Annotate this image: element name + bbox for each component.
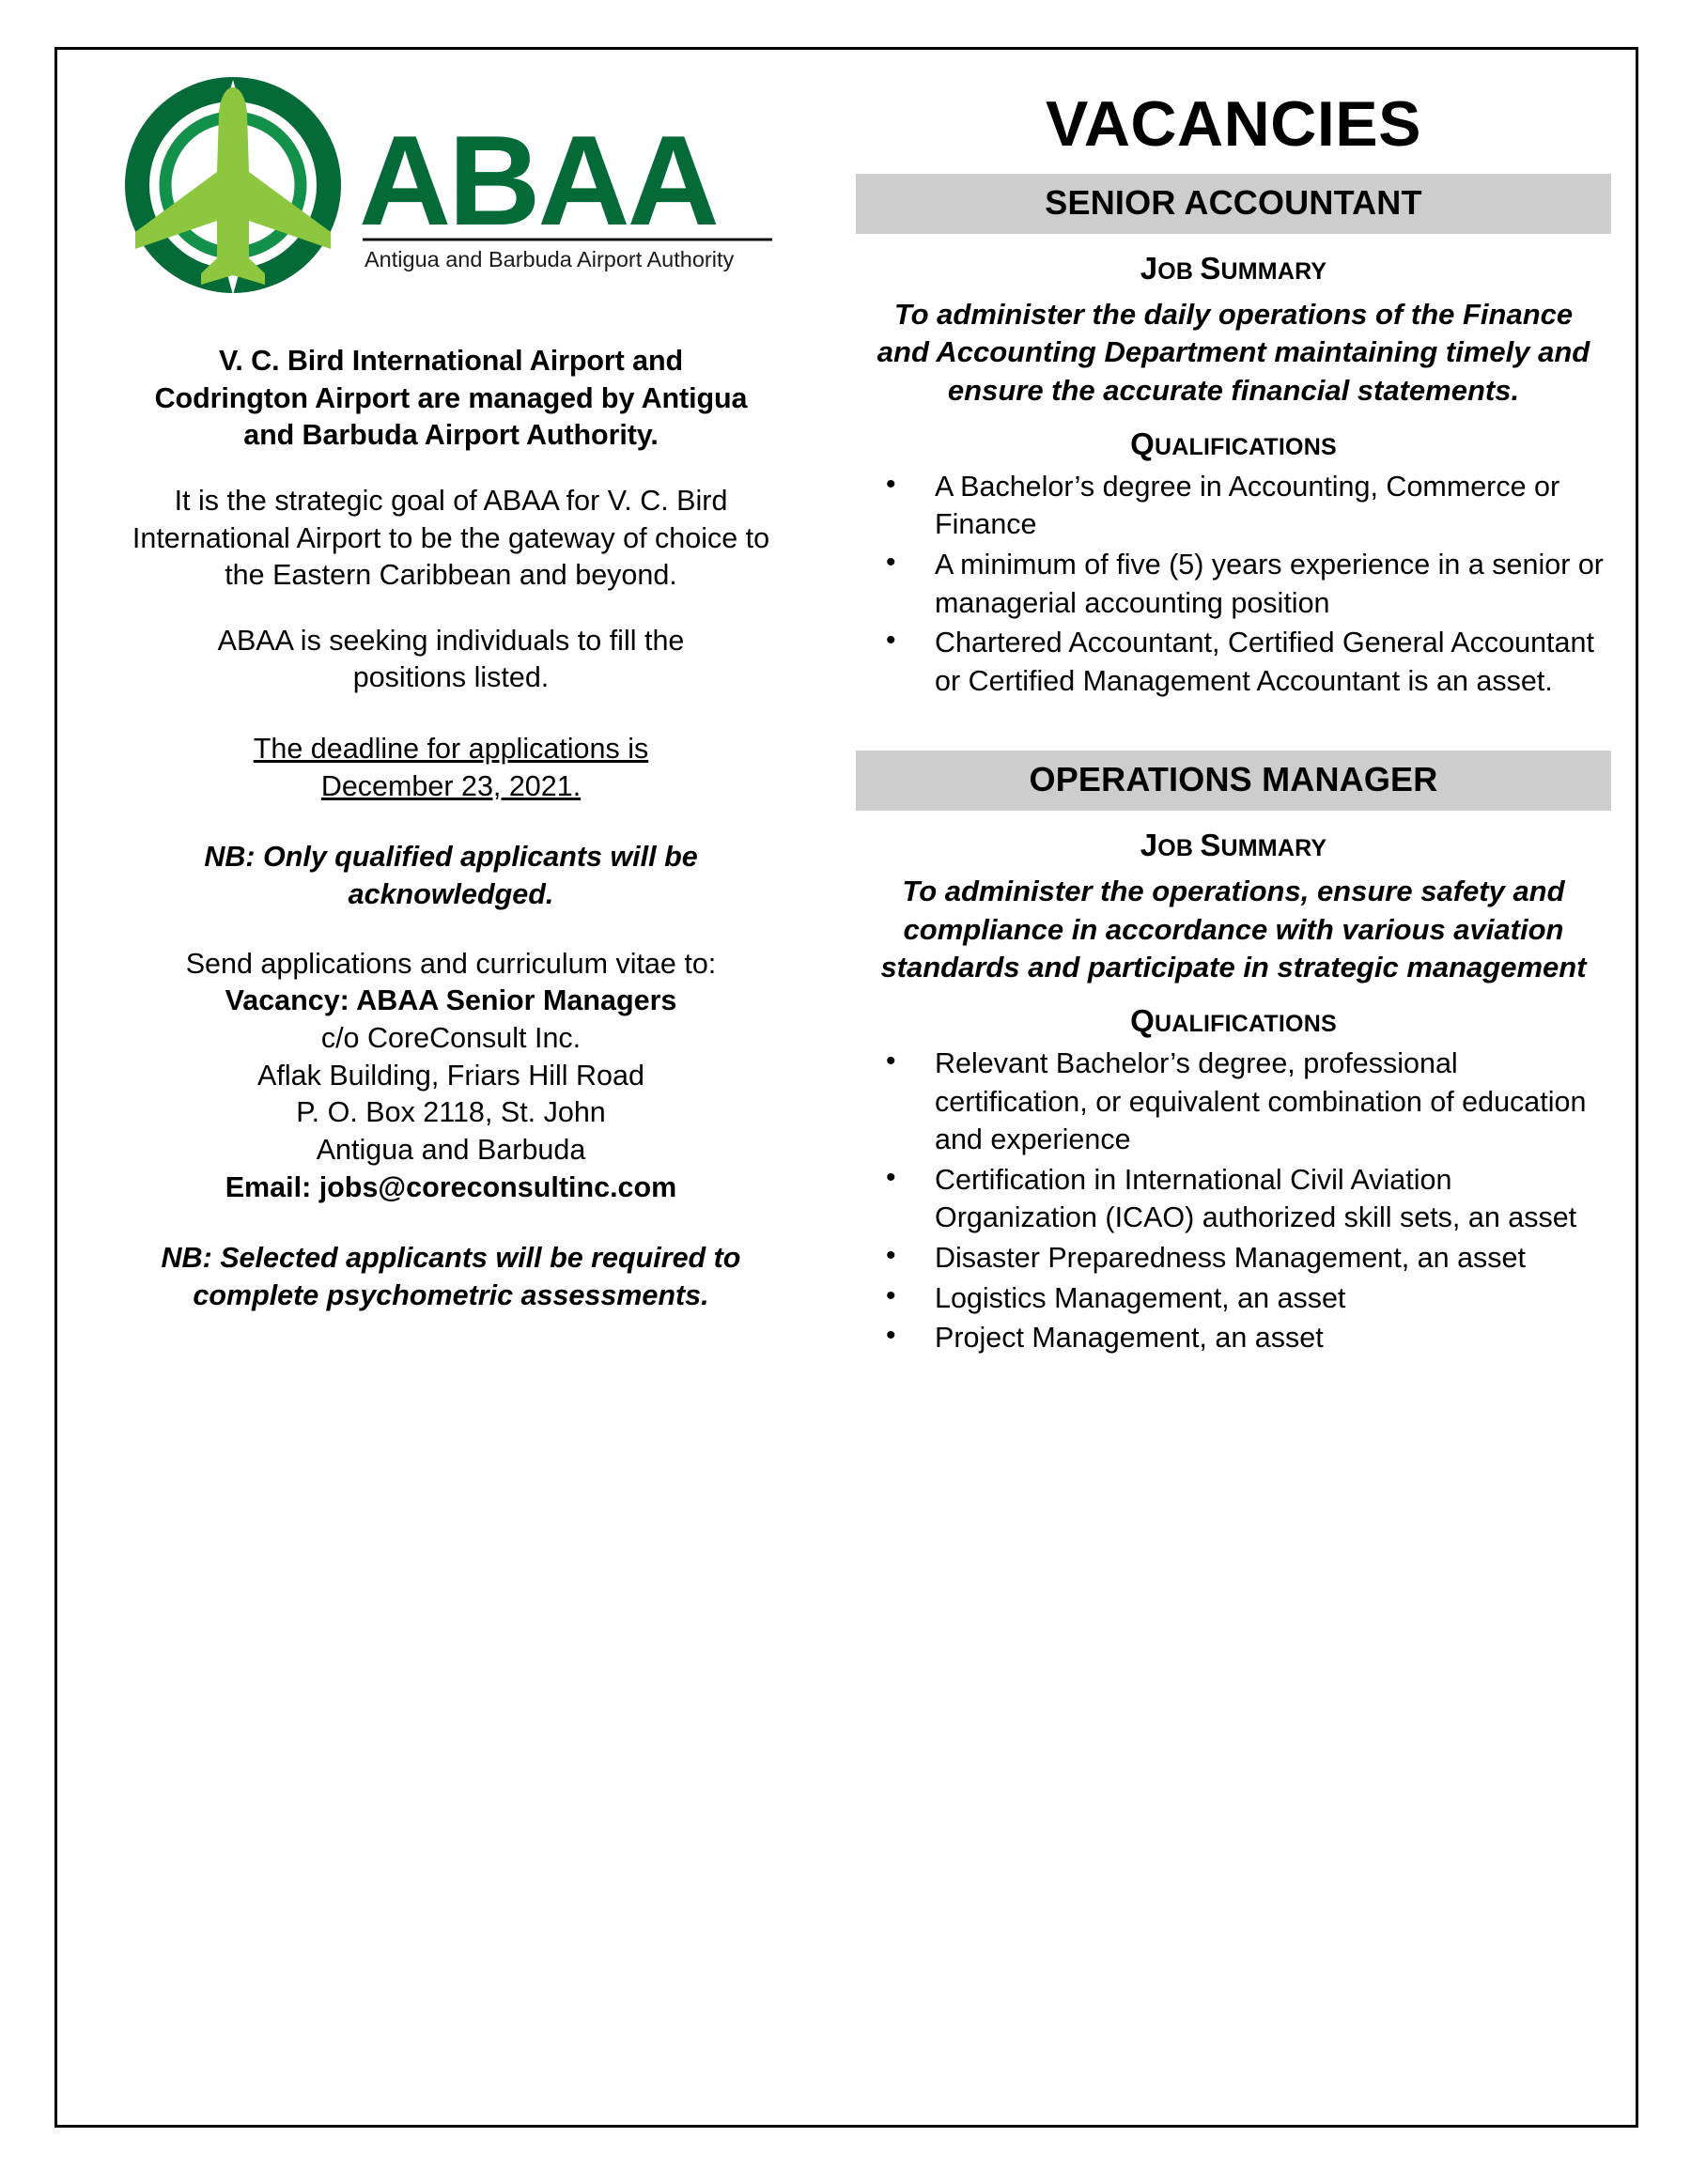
job-summary-text: To administer the daily operations of the Finance and Accounting Department maintaining timely and ensure the accurate financial statements.	[877, 298, 1590, 407]
seeking-paragraph: ABAA is seeking individuals to fill the positions listed.	[217, 624, 685, 694]
job-summary-cap-j: J	[1140, 828, 1158, 863]
job-title-band: SENIOR ACCOUNTANT	[856, 174, 1611, 234]
list-item: • Chartered Accountant, Certified General Accountant or Certified Management Accountant is an asset.	[856, 624, 1611, 700]
list-item: • Logistics Management, an asset	[856, 1279, 1611, 1318]
address-line-email[interactable]: Email: jobs@coreconsultinc.com	[225, 1170, 677, 1203]
job-summary-ummary: UMMARY	[1220, 258, 1327, 285]
deadline-line-2: December 23, 2021.	[320, 769, 582, 802]
abaa-logo	[122, 74, 780, 309]
qualifications-cap-q: Q	[1130, 426, 1156, 461]
left-column	[57, 50, 845, 2125]
job-summary-cap-s: S	[1200, 828, 1221, 863]
address-line-vacancy: Vacancy: ABAA Senior Managers	[225, 984, 677, 1017]
job-summary-cap-s: S	[1200, 251, 1221, 286]
poster-border	[54, 47, 1638, 2128]
qualifications-rest: UALIFICATIONS	[1155, 433, 1337, 460]
job-summary-ob: OB	[1157, 835, 1201, 862]
address-line-country: Antigua and Barbuda	[316, 1133, 586, 1166]
job-summary-ummary: UMMARY	[1220, 835, 1327, 862]
send-applications-intro: Send applications and curriculum vitae to:	[185, 947, 717, 980]
job-title-band: OPERATIONS MANAGER	[856, 751, 1611, 811]
job-summary-heading	[856, 251, 1611, 287]
list-item: • Disaster Preparedness Management, an asset	[856, 1239, 1611, 1278]
job-summary-ob: OB	[1157, 258, 1201, 285]
address-line-company: c/o CoreConsult Inc.	[320, 1021, 582, 1054]
qualifications-heading	[856, 426, 1611, 462]
lead-paragraph: V. C. Bird International Airport and Codrington Airport are managed by Antigua and Barbuda Airport Authority.	[154, 345, 748, 452]
logo-wordmark: ABAA	[359, 109, 717, 252]
list-item: • Certification in International Civil Aviation Organization (ICAO) authorized skill sets, an asset	[856, 1161, 1611, 1237]
nb-qualified-note: NB: Only qualified applicants will be acknowledged.	[204, 841, 698, 911]
list-item: • Project Management, an asset	[856, 1319, 1611, 1357]
list-item: • A Bachelor’s degree in Accounting, Commerce or Finance	[856, 468, 1611, 544]
nb-psychometric-note: NB: Selected applicants will be required to complete psychometric assessments.	[161, 1242, 741, 1311]
job-listing-senior-accountant	[856, 174, 1611, 702]
list-item: • A minimum of five (5) years experience in a senior or managerial accounting position	[856, 546, 1611, 622]
airplane-roundel-icon	[122, 74, 780, 309]
strategic-goal-paragraph: It is the strategic goal of ABAA for V. C. Bird International Airport to be the gateway of choice to the Eastern Caribbean and beyond.	[132, 484, 770, 592]
qualifications-list	[856, 1045, 1611, 1357]
list-item: • Relevant Bachelor’s degree, professional certification, or equivalent combination of education and experience	[856, 1045, 1611, 1159]
address-line-building: Aflak Building, Friars Hill Road	[257, 1059, 644, 1092]
section-spacer	[856, 702, 1611, 751]
logo-tagline: Antigua and Barbuda Airport Authority	[365, 247, 735, 271]
application-address-block	[122, 946, 780, 1206]
job-summary-text: To administer the operations, ensure safety and compliance in accordance with various aviation standards and participate in strategic management	[880, 875, 1587, 984]
qualifications-list	[856, 468, 1611, 700]
right-column	[845, 50, 1636, 2125]
address-line-pobox: P. O. Box 2118, St. John	[296, 1096, 606, 1129]
qualifications-heading	[856, 1003, 1611, 1039]
page-title: VACANCIES	[1046, 88, 1421, 160]
qualifications-rest: UALIFICATIONS	[1155, 1011, 1337, 1038]
qualifications-cap-q: Q	[1130, 1003, 1156, 1039]
job-summary-cap-j: J	[1140, 251, 1158, 286]
poster-columns	[57, 50, 1636, 2125]
job-summary-heading	[856, 828, 1611, 863]
deadline-line-1: The deadline for applications is	[253, 733, 649, 766]
application-deadline	[150, 731, 752, 805]
job-listing-operations-manager	[856, 751, 1611, 1358]
